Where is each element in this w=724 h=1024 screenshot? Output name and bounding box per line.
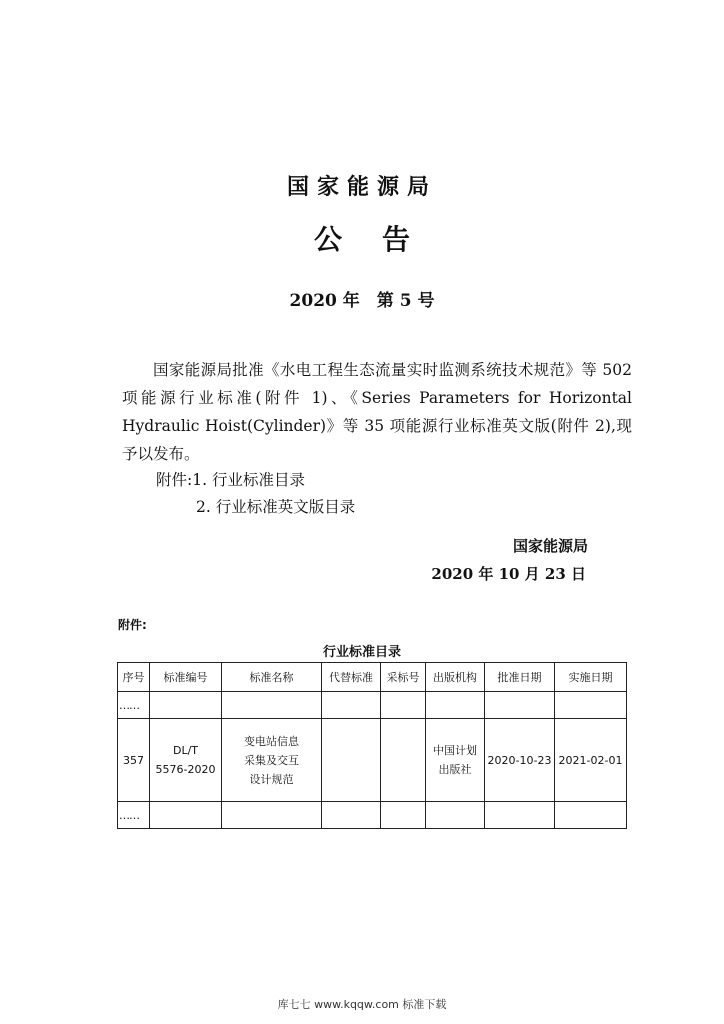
signature-org: 国家能源局 <box>512 537 588 555</box>
col-header-effective: 实施日期 <box>555 663 627 692</box>
col-header-adopted: 采标号 <box>381 663 426 692</box>
col-header-replaces: 代替标准 <box>322 663 381 692</box>
ellipsis-cell: …… <box>118 802 150 829</box>
col-header-code: 标准编号 <box>150 663 222 692</box>
standards-table <box>117 662 627 829</box>
annex-label: 附件: <box>118 618 147 632</box>
cell-name: 变电站信息 采集及交互 设计规范 <box>222 719 322 802</box>
attachment-1: 附件:1. 行业标准目录 <box>156 471 305 489</box>
cell-adopted <box>381 719 426 802</box>
table-row <box>118 719 627 802</box>
cell-approved: 2020-10-23 <box>485 719 555 802</box>
agency-title: 国家能源局 <box>286 175 437 200</box>
announcement-body <box>122 356 632 468</box>
issue-number: 2020 年 第 5 号 <box>289 291 435 311</box>
ellipsis-cell: …… <box>118 692 150 719</box>
announcement-paragraph: 国家能源局批准《水电工程生态流量实时监测系统技术规范》等 502 项能源行业标准(附件 1)、《Series Parameters for Horizontal Hydraulic Hoist(Cylinder)》等 35 项能源行业标准英文版(附件 2),现予以发布。 <box>122 361 632 463</box>
cell-code: DL/T 5576-2020 <box>150 719 222 802</box>
col-header-name: 标准名称 <box>222 663 322 692</box>
cell-seq: 357 <box>118 719 150 802</box>
table-header-row <box>118 663 627 692</box>
table-ellipsis-row <box>118 802 627 829</box>
cell-publisher: 中国计划 出版社 <box>426 719 485 802</box>
col-header-seq: 序号 <box>118 663 150 692</box>
footer-watermark: 库七七 www.kqqw.com 标准下载 <box>277 998 447 1011</box>
table-title: 行业标准目录 <box>322 645 401 660</box>
cell-effective: 2021-02-01 <box>555 719 627 802</box>
signature-date: 2020 年 10 月 23 日 <box>431 565 586 583</box>
notice-title: 公告 <box>313 223 450 256</box>
attachment-2: 2. 行业标准英文版目录 <box>196 498 356 516</box>
table-ellipsis-row <box>118 692 627 719</box>
col-header-approved: 批准日期 <box>485 663 555 692</box>
col-header-publisher: 出版机构 <box>426 663 485 692</box>
cell-replaces <box>322 719 381 802</box>
